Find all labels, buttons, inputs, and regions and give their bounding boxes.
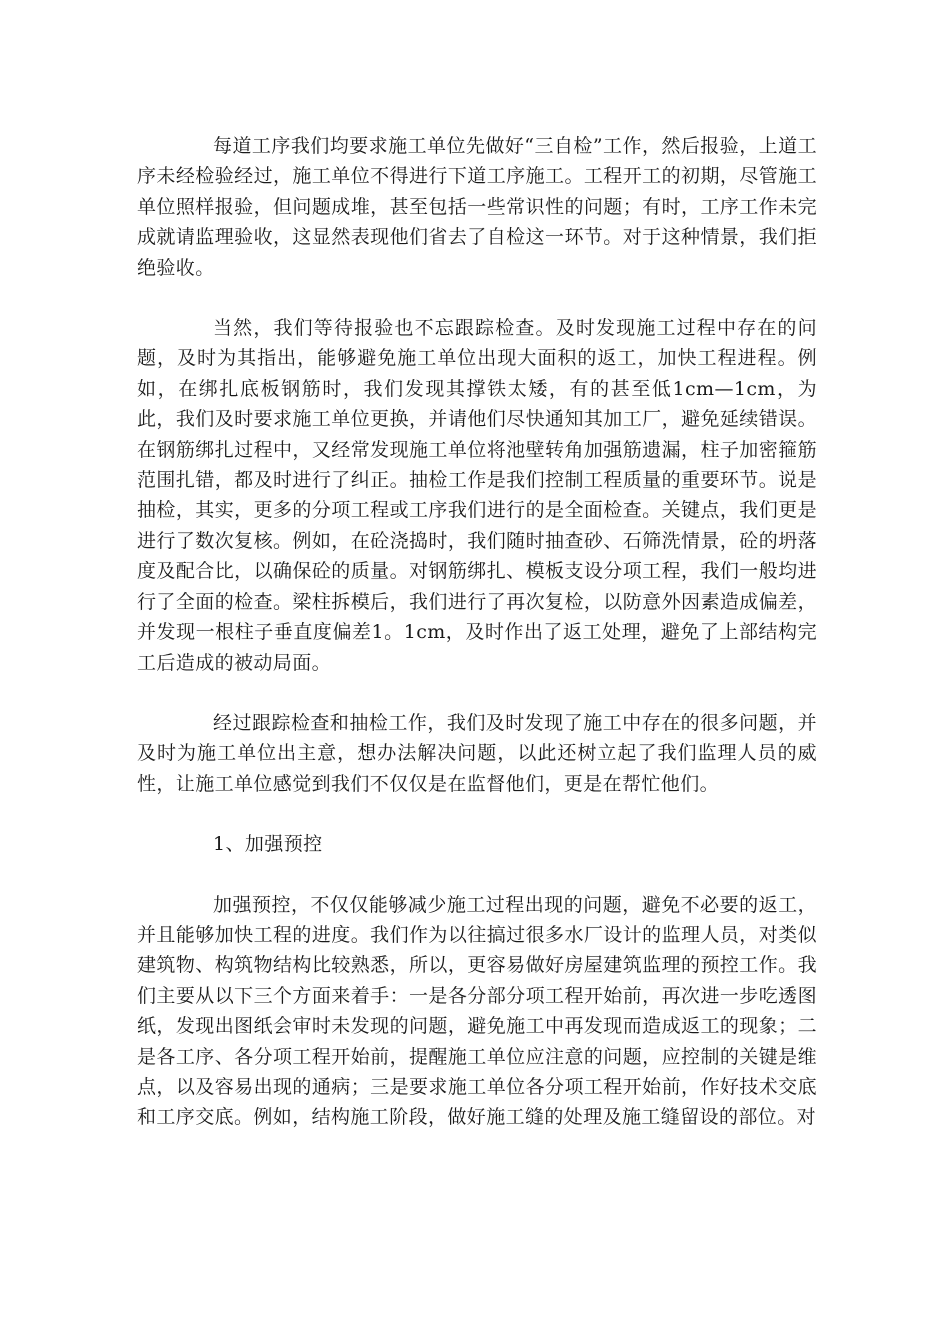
document-body [137, 131, 817, 1163]
paragraph-inspection-results: 经过跟踪检查和抽检工作，我们及时发现了施工中存在的很多问题，并及时为施工单位出主意，想办法解决问题，以此还树立起了我们监理人员的威性，让施工单位感觉到我们不仅仅是在监督他们，更是在帮忙他们。 [137, 711, 817, 795]
paragraph-self-inspection: 每道工序我们均要求施工单位先做好“三自检”工作，然后报验，上道工序未经检验经过，施工单位不得进行下道工序施工。工程开工的初期，尽管施工单位照样报验，但问题成堆，甚至包括一些常识性的问题；有时，工序工作未完成就请监理验收，这显然表现他们省去了自检这一环节。对于这种情景，我们拒绝验收。 [137, 135, 817, 279]
paragraph-tracking-inspection: 当然，我们等待报验也不忘跟踪检查。及时发现施工过程中存在的问题，及时为其指出，能够避免施工单位出现大面积的返工，加快工程进程。例如，在绑扎底板钢筋时，我们发现其撑铁太矮，有的甚至低1cm—1cm，为此，我们及时要求施工单位更换，并请他们尽快通知其加工厂，避免延续错误。在钢筋绑扎过程中，又经常发现施工单位将池壁转角加强筋遗漏，柱子加密箍筋范围扎错，都及时进行了纠正。抽检工作是我们控制工程质量的重要环节。说是抽检，其实，更多的分项工程或工序我们进行的是全面检查。关键点，我们更是进行了数次复核。例如，在砼浇捣时，我们随时抽查砂、石筛洗情景，砼的坍落度及配合比，以确保砼的质量。对钢筋绑扎、模板支设分项工程，我们一般均进行了全面的检查。梁柱拆模后，我们进行了再次复检，以防意外因素造成偏差，并发现一根柱子垂直度偏差1。1cm，及时作出了返工处理，避免了上部结构完工后造成的被动局面。 [137, 317, 817, 674]
paragraph-pre-control: 加强预控，不仅仅能够减少施工过程出现的问题，避免不必要的返工，并且能够加快工程的进度。我们作为以往搞过很多水厂设计的监理人员，对类似建筑物、构筑物结构比较熟悉，所以，更容易做好房屋建筑监理的预控工作。我们主要从以下三个方面来着手：一是各分部分项工程开始前，再次进一步吃透图纸，发现出图纸会审时未发现的问题，避免施工中再发现而造成返工的现象；二是各工序、各分项工程开始前，提醒施工单位应注意的问题，应控制的关键是维点，以及容易出现的通病；三是要求施工单位各分项工程开始前，作好技术交底和工序交底。例如，结构施工阶段，做好施工缝的处理及施工缝留设的部位。对 [137, 893, 817, 1129]
section-heading: 1、加强预控 [213, 833, 323, 856]
